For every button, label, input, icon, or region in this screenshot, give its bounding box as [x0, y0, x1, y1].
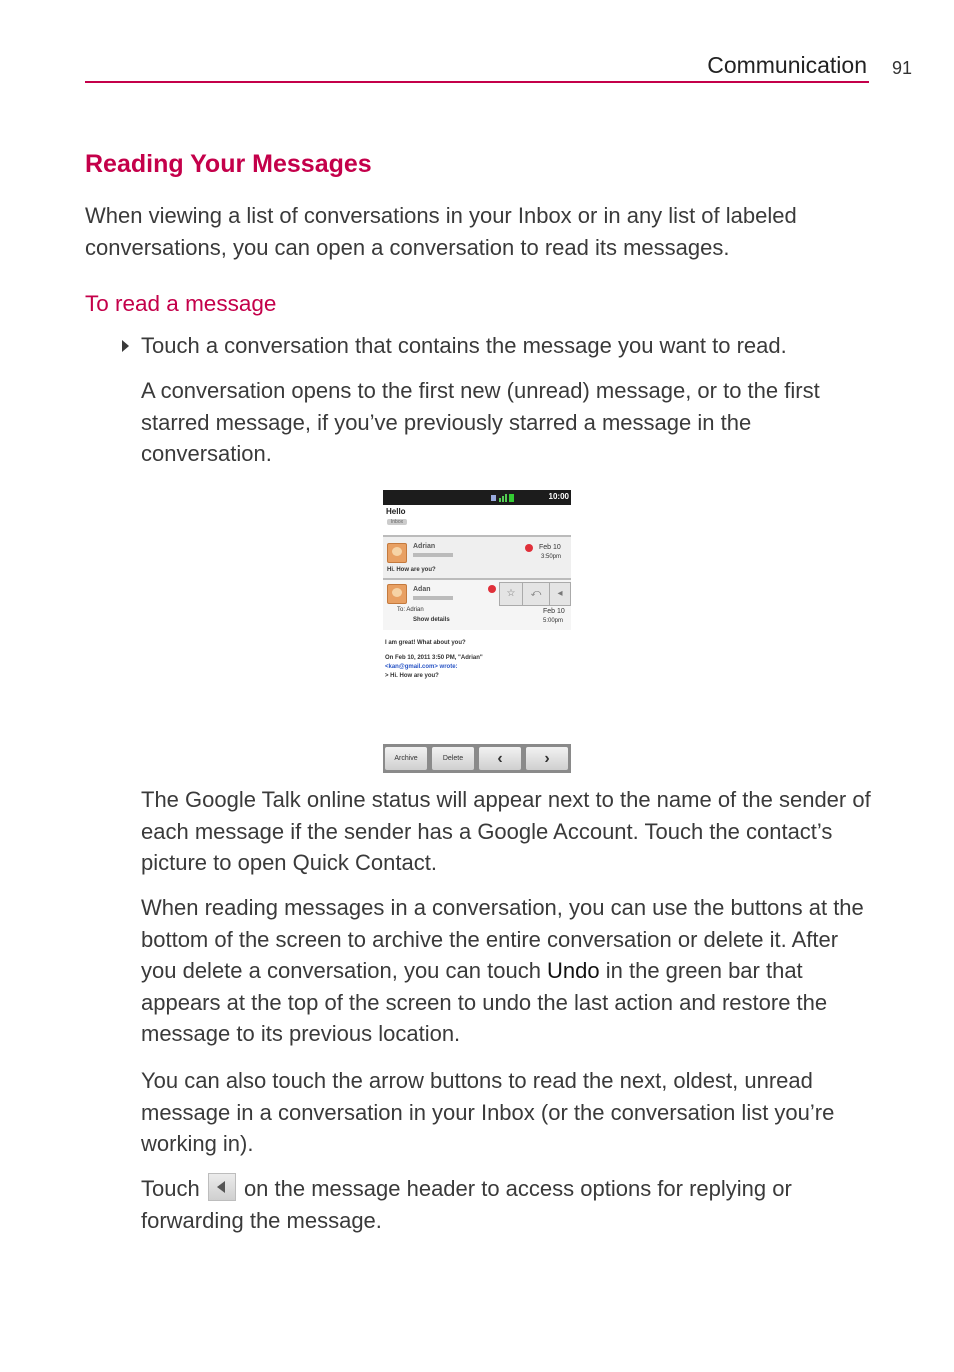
body-line: On Feb 10, 2011 3:50 PM, "Adrian" — [385, 655, 483, 661]
subheading: To read a message — [85, 291, 277, 316]
sender-email — [413, 553, 453, 557]
message-snippet: Hi. How are you? — [387, 567, 436, 573]
text-span: When reading messages in a conversation, you can use the buttons at the bottom of the screen to archive the entire conversation or delete it. After you delete a conversation, you can touch — [141, 895, 864, 983]
bullet-arrow-icon — [122, 340, 129, 352]
intro-paragraph: When viewing a list of conversations in your Inbox or in any list of labeled conversations, you can open a conversation to read its messages. — [85, 203, 797, 260]
paragraph-conversation-opens: A conversation opens to the first new (unread) message, or to the first starred message, if you’ve previously starred a message in the conversation. — [141, 378, 820, 466]
contact-avatar[interactable] — [387, 584, 407, 604]
body-quote: > Hi. How are you? — [385, 673, 439, 679]
message-time: 5:00pm — [543, 618, 564, 624]
inbox-label: Inbox — [387, 519, 407, 525]
status-time: 10:00 — [548, 492, 569, 501]
status-dot-icon — [488, 585, 496, 593]
text-span: on the message header to access options for replying or forwarding the message. — [141, 1176, 792, 1233]
contact-avatar[interactable] — [387, 543, 407, 563]
phone-screenshot — [383, 490, 571, 773]
message-date: Feb 10 — [543, 608, 565, 615]
text-span: in the green bar that appears at the top of the screen to undo the last action and restore the message to its previous location. — [141, 958, 828, 1046]
section-title: Communication — [707, 52, 867, 78]
reply-menu-arrow-icon — [208, 1173, 236, 1201]
paragraph-google-talk: The Google Talk online status will appear next to the name of the sender of each message if the sender has a Google Account. Touch the contact’s picture to open Quick Contact. — [141, 787, 871, 875]
paragraph-reading-buttons — [141, 892, 876, 1050]
undo-term: Undo — [547, 958, 600, 983]
signal-icon — [491, 493, 515, 502]
star-button[interactable]: ☆ — [499, 582, 523, 606]
previous-button[interactable]: ‹ — [479, 747, 521, 770]
page-number: 91 — [892, 58, 913, 78]
sender-email — [413, 596, 453, 600]
conversation-subject: Hello — [386, 507, 406, 516]
step-text: Touch a conversation that contains the message you want to read. — [141, 333, 787, 358]
next-button[interactable]: › — [526, 747, 568, 770]
more-arrow-button[interactable]: ◂ — [549, 582, 571, 606]
sender-name: Adrian — [413, 543, 436, 550]
running-header — [85, 50, 869, 83]
paragraph-touch-icon — [141, 1173, 876, 1236]
status-bar — [383, 490, 571, 505]
message-header-adrian[interactable] — [383, 535, 571, 580]
reply-button[interactable]: ⤺ — [522, 582, 550, 606]
bottom-button-bar — [383, 744, 571, 773]
show-details-link[interactable]: Show details — [413, 617, 450, 623]
message-time: 3:50pm — [541, 554, 562, 560]
recipient: To: Adrian — [397, 607, 424, 613]
body-line: I am great! What about you? — [385, 640, 466, 646]
message-date: Feb 10 — [539, 544, 561, 551]
status-dot-icon — [525, 544, 533, 552]
archive-button[interactable]: Archive — [385, 747, 427, 770]
message-header-adan[interactable] — [383, 578, 571, 630]
paragraph-arrow-buttons: You can also touch the arrow buttons to read the next, oldest, unread message in a conversation in your Inbox (or the conversation list you’re working in). — [141, 1068, 835, 1156]
body-email-link[interactable]: <kan@gmail.com> wrote: — [385, 664, 458, 670]
delete-button[interactable]: Delete — [432, 747, 474, 770]
sender-name: Adan — [413, 586, 431, 593]
text-span: Touch — [141, 1176, 206, 1201]
page-title: Reading Your Messages — [85, 150, 372, 178]
